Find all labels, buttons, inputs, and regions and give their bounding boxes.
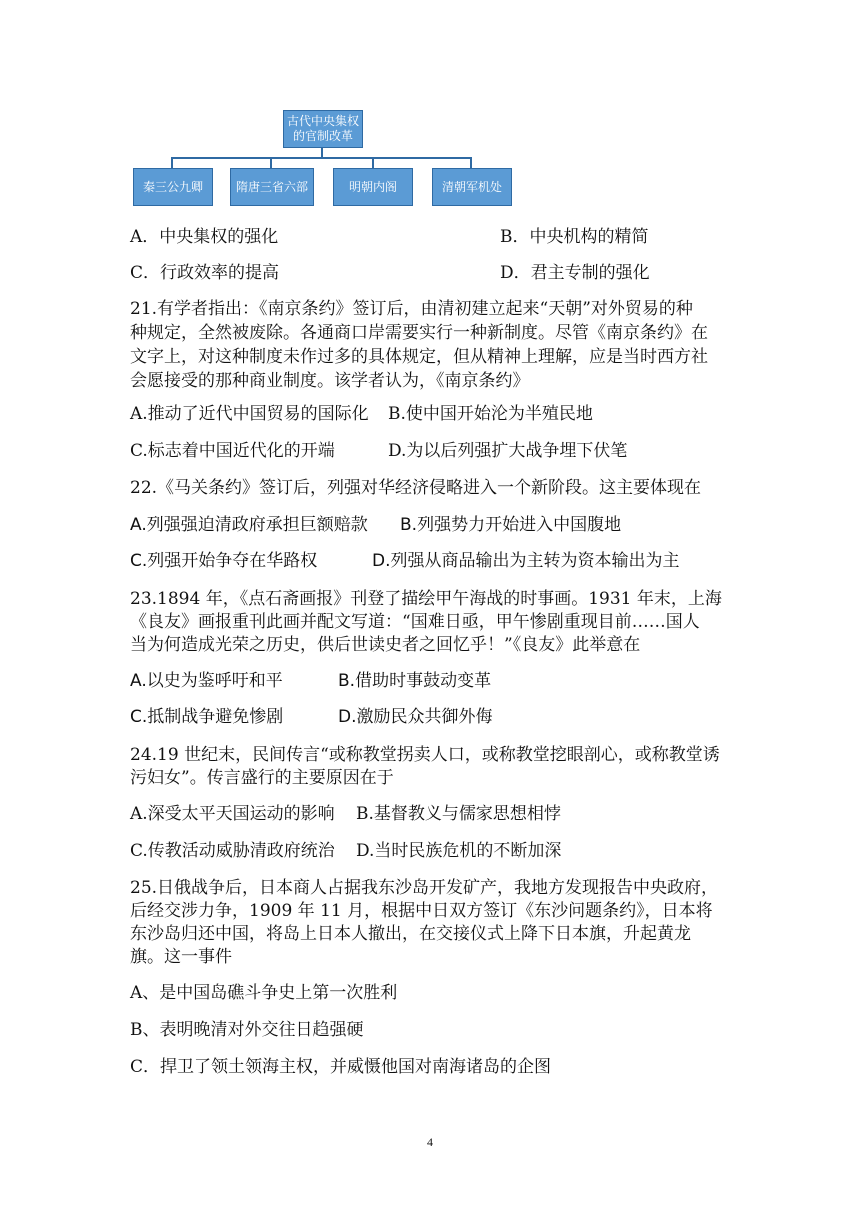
diagram-child-suitang: 隋唐三省六部	[230, 168, 314, 206]
connector-horizontal	[171, 157, 471, 159]
q20-option-d: D．君主专制的强化	[500, 263, 650, 283]
q23-option-d: D.激励民众共御外侮	[338, 707, 493, 727]
q21-stem-line-1: 21.有学者指出：《南京条约》签订后，由清初建立起来“天朝”对外贸易的种	[130, 299, 693, 319]
q22-option-b: B.列强势力开始进入中国腹地	[400, 515, 622, 535]
q25-stem-line-2: 后经交涉力争，1909 年 11 月，根据中日双方签订《东沙问题条约》，日本将	[130, 901, 713, 921]
diagram-root-box	[283, 110, 363, 148]
q21-stem-line-2: 种规定，全然被废除。各通商口岸需要实行一种新制度。尽管《南京条约》在	[130, 323, 708, 343]
q25-option-c: C．捍卫了领土领海主权，并威慑他国对南海诸岛的企图	[130, 1057, 552, 1077]
q21-option-a: A.推动了近代中国贸易的国际化	[130, 404, 369, 424]
q20-option-a: A．中央集权的强化	[130, 227, 279, 247]
q20-option-b: B．中央机构的精简	[500, 227, 649, 247]
q24-option-a: A.深受太平天国运动的影响	[130, 804, 335, 824]
q23-stem-line-1: 23.1894 年，《点石斋画报》刊登了描绘甲午海战的时事画。1931 年末，上海	[130, 589, 722, 609]
q23-option-c: C.抵制战争避免惨剧	[130, 707, 284, 727]
diagram-child-ming: 明朝内阁	[333, 168, 413, 206]
q25-option-b: B、表明晚清对外交往日趋强硬	[130, 1020, 364, 1040]
diagram-child-qing: 清朝军机处	[432, 168, 512, 206]
q24-stem-line-1: 24.19 世纪末，民间传言“或称教堂拐卖人口，或称教堂挖眼剖心，或称教堂诱	[130, 745, 720, 765]
q24-option-c: C.传教活动威胁清政府统治	[130, 841, 335, 861]
q23-stem-line-2: 《良友》画报重刊此画并配文写道：“国难日亟，甲午惨剧重现目前……国人	[130, 612, 700, 632]
diagram-root-line2: 的官制改革	[292, 129, 353, 143]
q21-stem-line-3: 文字上，对这种制度未作过多的具体规定，但从精神上理解，应是当时西方社	[130, 347, 708, 367]
q21-option-c: C.标志着中国近代化的开端	[130, 441, 335, 461]
q24-option-d: D.当时民族危机的不断加深	[356, 841, 562, 861]
q22-option-d: D.列强从商品输出为主转为资本输出为主	[372, 551, 680, 571]
q24-stem-line-2: 污妇女”。传言盛行的主要原因在于	[130, 768, 394, 788]
q21-option-b: B.使中国开始沦为半殖民地	[388, 404, 593, 424]
org-reform-diagram	[130, 100, 502, 220]
page-number: 4	[427, 1135, 433, 1149]
q25-stem-line-4: 旗。这一事件	[130, 947, 232, 967]
q21-option-d: D.为以后列强扩大战争埋下伏笔	[388, 441, 628, 461]
q25-stem-line-1: 25.日俄战争后，日本商人占据我东沙岛开发矿产，我地方发现报告中央政府，	[130, 878, 719, 898]
q23-stem-line-3: 当为何造成光荣之历史，供后世读史者之回忆乎！”《良友》此举意在	[130, 635, 641, 655]
q21-stem-line-4: 会愿接受的那种商业制度。该学者认为，《南京条约》	[130, 371, 530, 391]
diagram-child-qin: 秦三公九卿	[133, 168, 213, 206]
q22-stem: 22.《马关条约》签订后，列强对华经济侵略进入一个新阶段。这主要体现在	[130, 478, 702, 498]
q22-option-c: C.列强开始争夺在华路权	[130, 551, 318, 571]
q24-option-b: B.基督教义与儒家思想相悖	[356, 804, 561, 824]
q22-option-a: A.列强强迫清政府承担巨额赔款	[130, 515, 368, 535]
q23-option-a: A.以史为鉴呼吁和平	[130, 671, 283, 691]
q25-option-a: A、是中国岛礁斗争史上第一次胜利	[130, 983, 398, 1003]
q25-stem-line-3: 东沙岛归还中国，将岛上日本人撤出，在交接仪式上降下日本旗，升起黄龙	[130, 924, 691, 944]
diagram-root-line1: 古代中央集权	[286, 114, 359, 128]
q20-option-c: C．行政效率的提高	[130, 263, 280, 283]
q23-option-b: B.借助时事鼓动变革	[338, 671, 492, 691]
